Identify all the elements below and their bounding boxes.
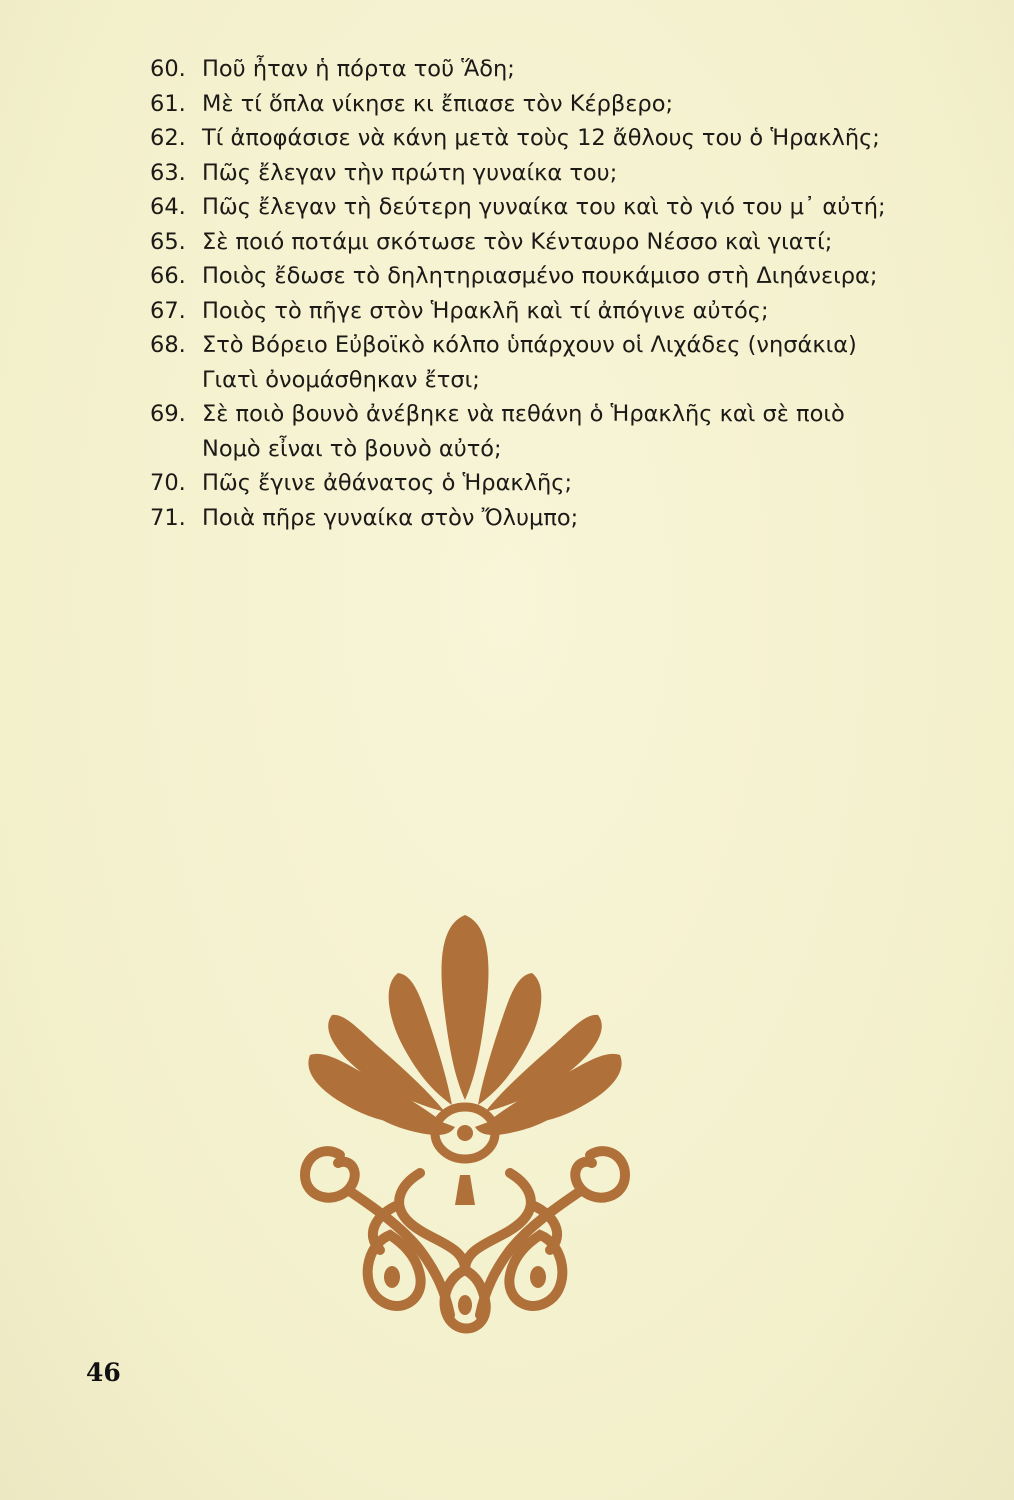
question-item	[150, 259, 950, 294]
question-number: 62.	[150, 125, 186, 151]
question-text-continued: Γιατὶ ὀνομάσθηκαν ἔτσι;	[202, 366, 480, 393]
palmette-ornament-icon	[270, 905, 660, 1335]
palmette-petals	[308, 915, 621, 1135]
question-item	[150, 87, 950, 122]
question-number: 71.	[150, 504, 186, 531]
question-item	[150, 397, 950, 466]
question-text: Ποιὰ πῆρε γυναίκα στὸν Ὄλυμπο;	[202, 504, 579, 531]
question-item	[150, 501, 950, 536]
question-list	[150, 52, 950, 535]
question-item	[150, 225, 950, 260]
question-item	[150, 121, 950, 156]
question-item	[150, 466, 950, 501]
question-number: 63.	[150, 159, 186, 186]
question-text: Πῶς ἔλεγαν τὴν πρώτη γυναίκα του;	[202, 159, 618, 186]
question-text: Σὲ ποιό ποτάμι σκότωσε τὸν Κένταυρο Νέσσο καὶ γιατί;	[202, 228, 833, 255]
question-number: 65.	[150, 228, 186, 255]
question-number: 67.	[150, 297, 186, 324]
question-text: Στὸ Βόρειο Εὐβοϊκὸ κόλπο ὑπάρχουν οἱ Λιχάδες (νησάκια)	[202, 332, 857, 358]
page-number: 46	[86, 1358, 121, 1387]
question-number: 68.	[150, 332, 186, 358]
question-text: Μὲ τί ὅπλα νίκησε κι ἔπιασε τὸν Κέρβερο;	[202, 90, 674, 117]
question-item	[150, 190, 950, 225]
question-item	[150, 156, 950, 191]
question-text: Ποῦ ἦταν ἡ πόρτα τοῦ Ἅδη;	[202, 56, 515, 82]
question-number: 61.	[150, 90, 186, 117]
question-number: 66.	[150, 263, 186, 289]
question-item	[150, 52, 950, 87]
question-text: Πῶς ἔλεγαν τὴ δεύτερη γυναίκα του καὶ τὸ γιό του μ᾽ αὐτή;	[202, 194, 886, 220]
question-text: Σὲ ποιὸ βουνὸ ἀνέβηκε νὰ πεθάνη ὁ Ἡρακλῆς καὶ σὲ ποιὸ	[202, 401, 845, 427]
question-text: Πῶς ἔγινε ἀθάνατος ὁ Ἡρακλῆς;	[202, 470, 573, 496]
question-text-continued: Νομὸ εἶναι τὸ βουνὸ αὐτό;	[202, 435, 502, 462]
question-number: 70.	[150, 470, 186, 496]
question-text: Τί ἀποφάσισε νὰ κάνη μετὰ τοὺς 12 ἄθλους του ὁ Ἡρακλῆς;	[202, 125, 880, 151]
question-item	[150, 328, 950, 397]
question-text: Ποιὸς ἔδωσε τὸ δηλητηριασμένο πουκάμισο στὴ Διηάνειρα;	[202, 263, 878, 289]
question-item	[150, 294, 950, 329]
question-text: Ποιὸς τὸ πῆγε στὸν Ἡρακλῆ καὶ τί ἀπόγινε αὐτός;	[202, 297, 769, 324]
question-number: 69.	[150, 401, 186, 427]
question-number: 64.	[150, 194, 186, 220]
question-number: 60.	[150, 56, 186, 82]
